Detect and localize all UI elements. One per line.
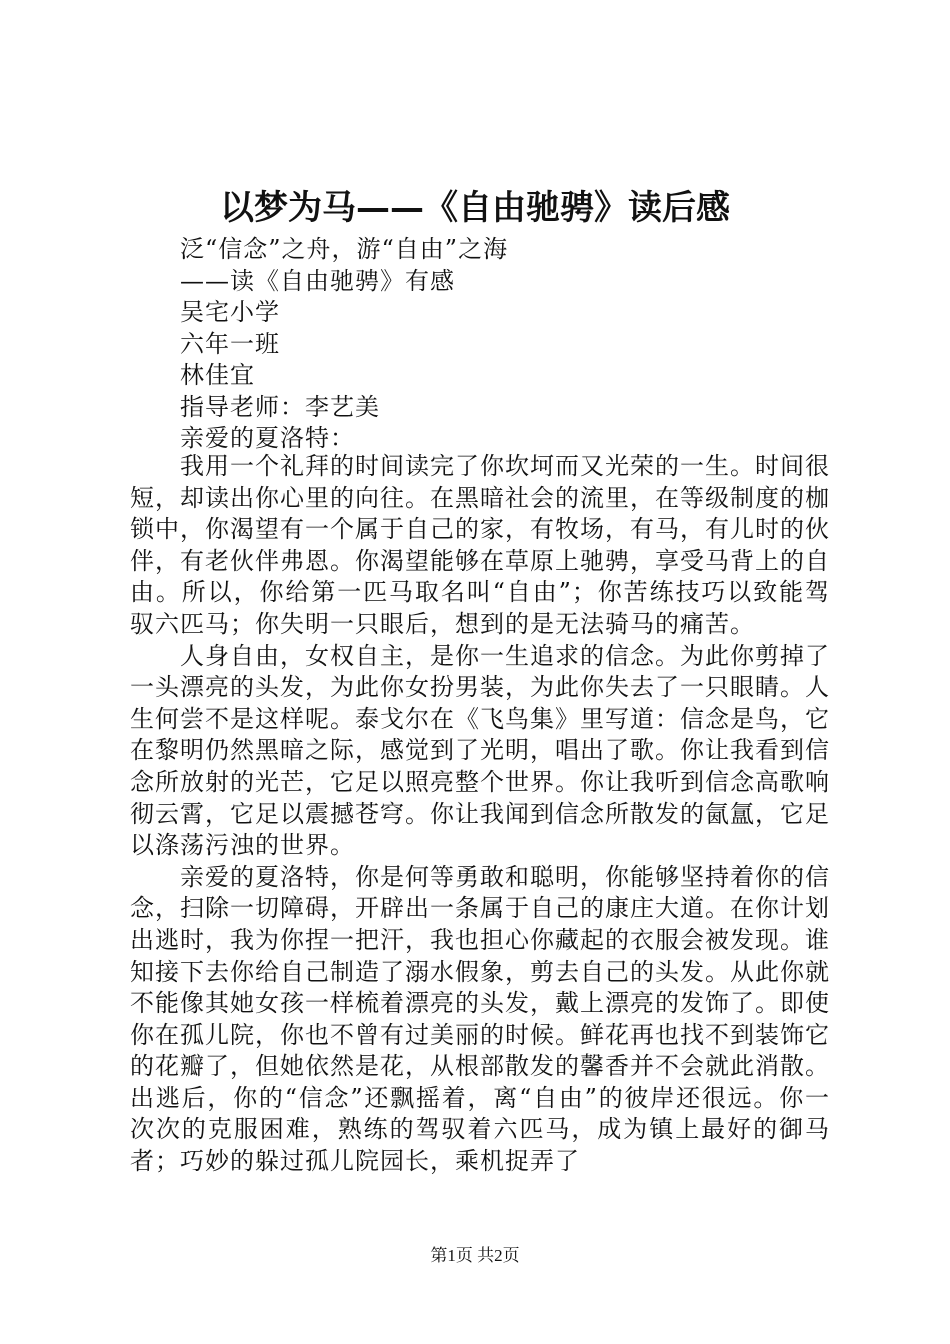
author-name: 林佳宜 <box>180 361 255 389</box>
paragraph: 我用一个礼拜的时间读完了你坎坷而又光荣的一生。时间很短，却读出你心里的向往。在黑暗社会的流里，在等级制度的枷锁中，你渴望有一个属于自己的家，有牧场，有马，有儿时的伙伴，有老伙伴弗恩。你渴望能够在草原上驰骋，享受马背上的自由。所以，你给第一匹马取名叫“自由”；你苦练技巧以致能驾驭六匹马；你失明一只眼后，想到的是无法骑马的痛苦。 <box>130 452 830 638</box>
paragraph: 亲爱的夏洛特，你是何等勇敢和聪明，你能够坚持着你的信念，扫除一切障碍，开辟出一条属于自己的康庄大道。在你计划出逃时，我为你捏一把汗，我也担心你藏起的衣服会被发现。谁知接下去你给自己制造了溺水假象，剪去自己的头发。从此你就不能像其她女孩一样梳着漂亮的头发，戴上漂亮的发饰了。即使你在孤儿院，你也不曾有过美丽的时候。鲜花再也找不到装饰它的花瓣了，但她依然是花，从根部散发的馨香并不会就此消散。出逃后，你的“信念”还飘摇着，离“自由”的彼岸还很远。你一次次的克服困难，熟练的驾驭着六匹马，成为镇上最好的御马者；巧妙的躲过孤儿院园长，乘机捉弄了 <box>130 862 830 1176</box>
subtitle-line: 泛“信念”之舟，游“自由”之海 <box>180 235 509 263</box>
subtitle-line-2: ——读《自由驰骋》有感 <box>180 266 455 295</box>
school-name: 吴宅小学 <box>180 298 280 326</box>
salutation: 亲爱的夏洛特： <box>180 424 355 452</box>
document-meta-block <box>180 234 860 455</box>
paragraph: 人身自由，女权自主，是你一生追求的信念。为此你剪掉了一头漂亮的头发，为此你女扮男装，为此你失去了一只眼睛。人生何尝不是这样呢。泰戈尔在《飞鸟集》里写道：信念是鸟，它在黎明仍然黑暗之际，感觉到了光明，唱出了歌。你让我看到信念所放射的光芒，它足以照亮整个世界。你让我听到信念高歌响彻云霄，它足以震撼苍穹。你让我闻到信念所散发的氤氲，它足以涤荡污浊的世界。 <box>130 641 830 860</box>
page-footer: 第1页 共2页 <box>430 1246 520 1265</box>
document-title: 以梦为马——《自由驰骋》读后感 <box>220 188 730 228</box>
teacher-line: 指导老师：李艺美 <box>180 392 380 421</box>
document-body <box>130 451 830 1178</box>
class-name: 六年一班 <box>180 329 280 358</box>
